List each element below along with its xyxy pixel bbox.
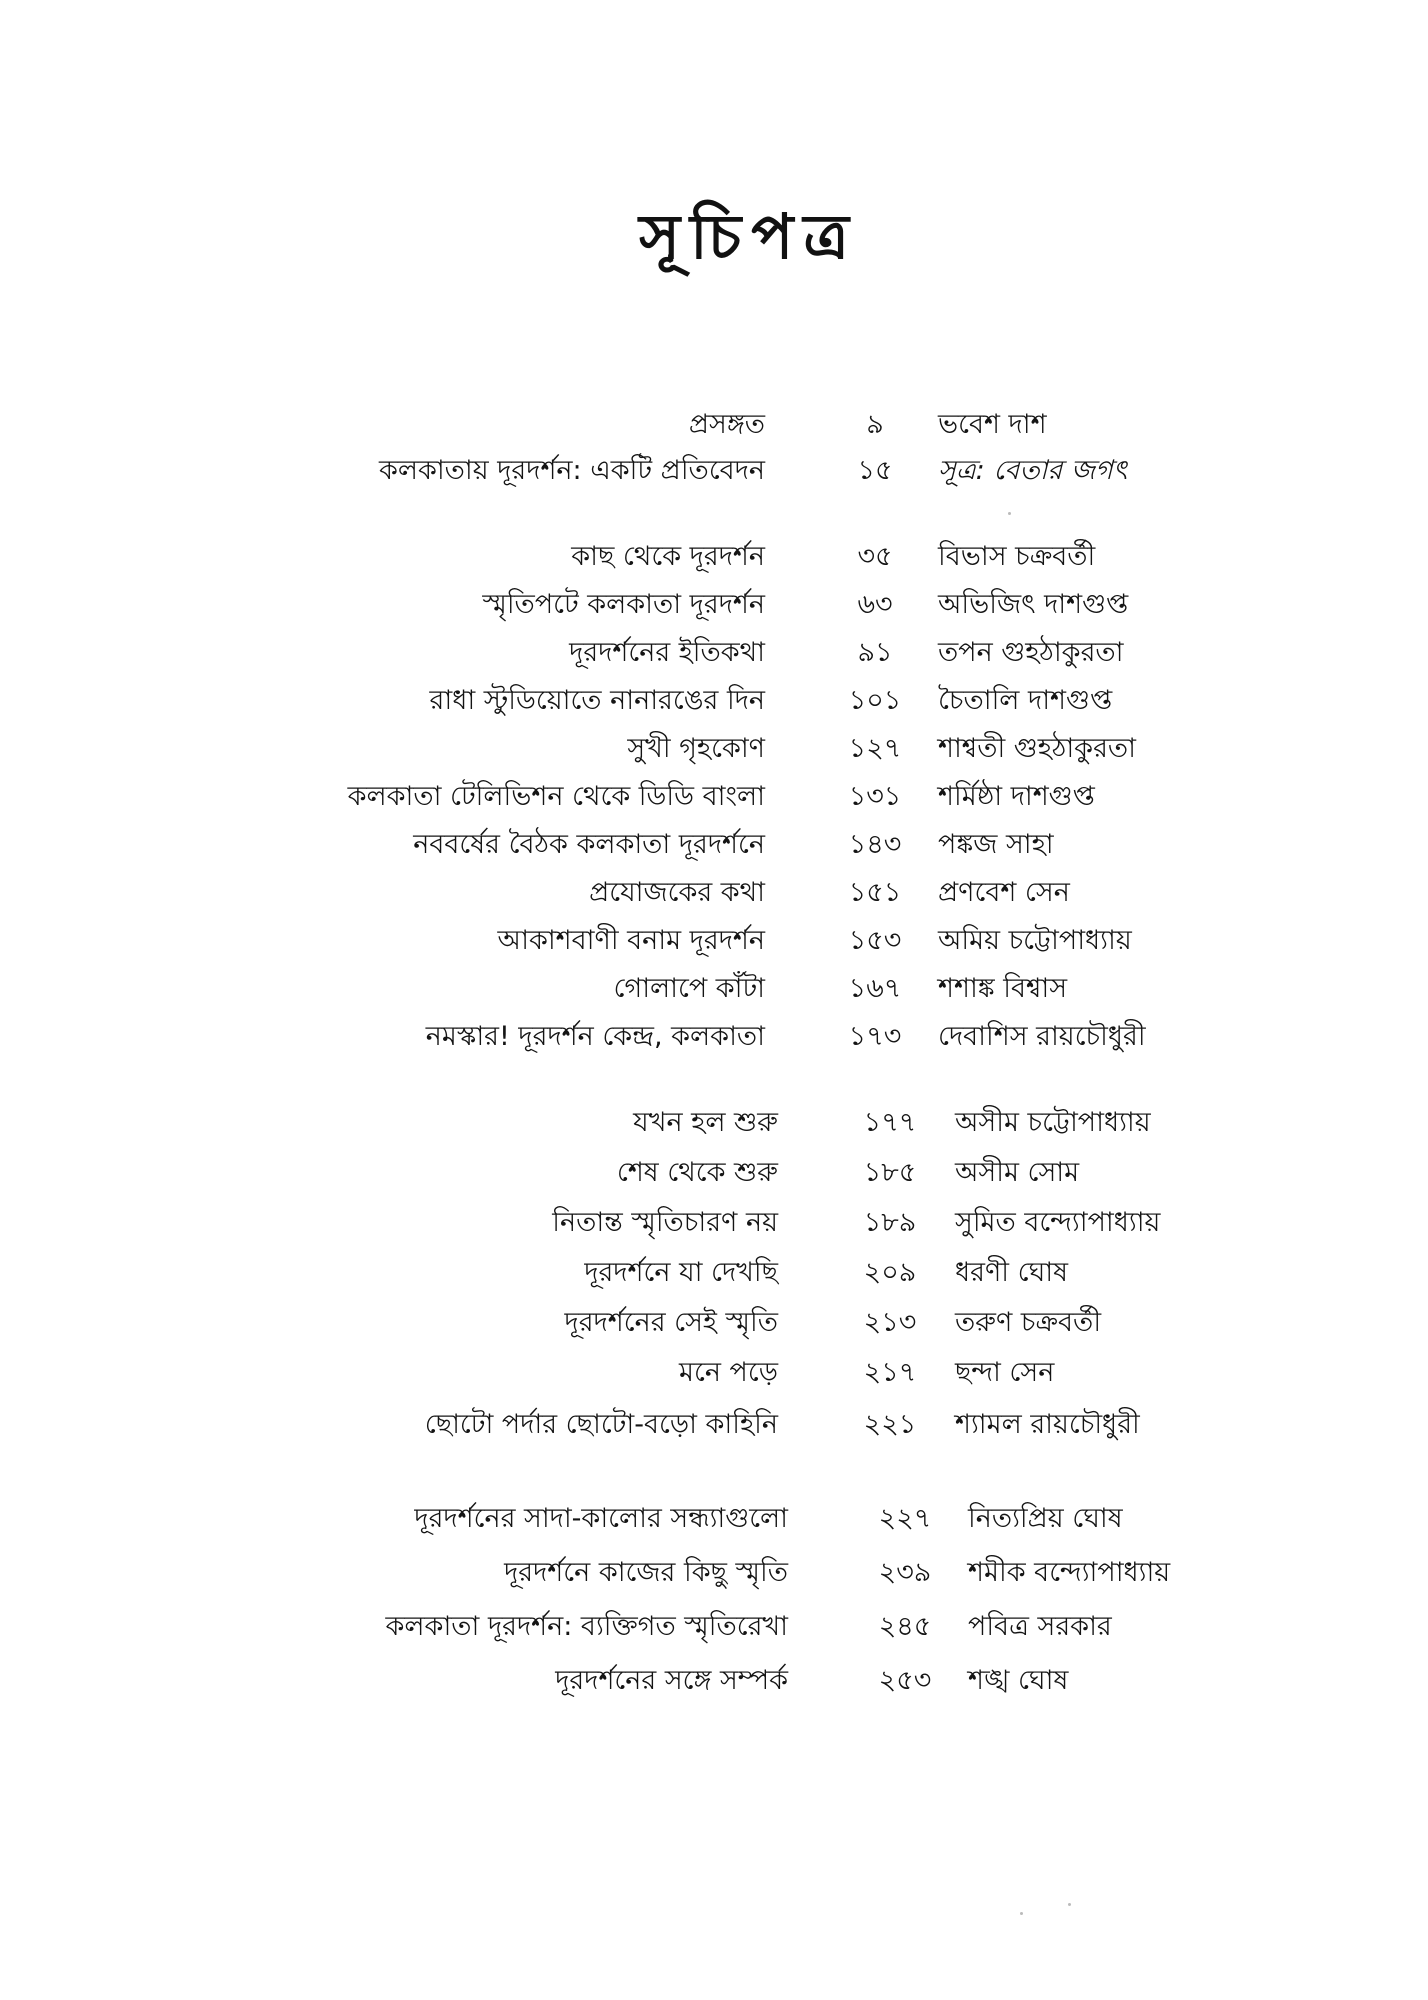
entry-author: তপন গুহঠাকুরতা [938, 637, 1124, 668]
entry-title: দূরদর্শনের সাদা-কালোর সন্ধ্যাগুলো [414, 1503, 788, 1534]
entry-title: স্মৃতিপটে কলকাতা দূরদর্শন [482, 589, 765, 620]
entry-page-number: ১৮৯ [863, 1207, 917, 1238]
entry-title: দূরদর্শনের সঙ্গে সম্পর্ক [555, 1665, 788, 1696]
entry-author: প্রণবেশ সেন [938, 877, 1070, 908]
entry-page-number: ২৪৫ [878, 1611, 932, 1642]
entry-title: ছোটো পর্দার ছোটো-বড়ো কাহিনি [424, 1409, 778, 1440]
entry-author: ভবেশ দাশ [938, 409, 1047, 440]
entry-source: সূত্র: বেতার জগৎ [938, 455, 1128, 486]
entry-author: চৈতালি দাশগুপ্ত [938, 685, 1113, 716]
entry-title: কলকাতা টেলিভিশন থেকে ডিডি বাংলা [347, 781, 765, 812]
scan-speck [1020, 1912, 1023, 1915]
entry-page-number: ১৭৭ [863, 1107, 917, 1138]
entry-page-number: ১০১ [848, 685, 902, 716]
toc-entry [0, 630, 1428, 676]
toc-entry [0, 1250, 1428, 1296]
entry-author: শঙ্খ ঘোষ [968, 1665, 1069, 1696]
toc-entry [0, 1200, 1428, 1246]
entry-author: পঙ্কজ সাহা [938, 829, 1054, 860]
entry-page-number: ১৭৩ [848, 1021, 902, 1052]
entry-page-number: ২০৯ [863, 1257, 917, 1288]
toc-entry [0, 1658, 1428, 1704]
entry-title: দূরদর্শনের সেই স্মৃতি [564, 1307, 778, 1338]
toc-entry [0, 822, 1428, 868]
entry-page-number: ৯১ [857, 637, 893, 668]
entry-title: যখন হল শুরু [633, 1107, 778, 1138]
entry-title: দূরদর্শনের ইতিকথা [569, 637, 765, 668]
entry-author: বিভাস চক্রবর্তী [938, 541, 1096, 572]
toc-entry [0, 918, 1428, 964]
entry-author: শাশ্বতী গুহঠাকুরতা [938, 733, 1137, 764]
entry-title: প্রসঙ্গত [688, 409, 765, 440]
entry-title: শেষ থেকে শুরু [616, 1157, 778, 1188]
entry-author: অমিয় চট্টোপাধ্যায় [938, 925, 1132, 956]
entry-page-number: ১২৭ [848, 733, 902, 764]
entry-title: কলকাতা দূরদর্শন: ব্যক্তিগত স্মৃতিরেখা [385, 1611, 788, 1642]
entry-title: সুখী গৃহকোণ [627, 733, 765, 764]
entry-author: নিত্যপ্রিয় ঘোষ [968, 1503, 1123, 1534]
toc-entry [0, 534, 1428, 580]
toc-entry [0, 1100, 1428, 1146]
entry-author: সুমিত বন্দ্যোপাধ্যায় [955, 1207, 1161, 1238]
entry-author: পবিত্র সরকার [968, 1611, 1112, 1642]
entry-page-number: ২১৩ [863, 1307, 917, 1338]
toc-entry [0, 1350, 1428, 1396]
entry-page-number: ৩৫ [857, 541, 893, 572]
entry-title: কাছ থেকে দূরদর্শন [571, 541, 765, 572]
toc-entry [0, 1150, 1428, 1196]
scan-speck [1068, 1903, 1071, 1906]
toc-entry [0, 678, 1428, 724]
toc-entry [0, 1604, 1428, 1650]
entry-title: নববর্ষের বৈঠক কলকাতা দূরদর্শনে [413, 829, 765, 860]
entry-author: ধরণী ঘোষ [955, 1257, 1068, 1288]
entry-title: নিতান্ত স্মৃতিচারণ নয় [552, 1207, 778, 1238]
entry-title: কলকাতায় দূরদর্শন: একটি প্রতিবেদন [378, 455, 765, 486]
entry-title: প্রযোজকের কথা [589, 877, 765, 908]
entry-page-number: ১৪৩ [848, 829, 902, 860]
entry-page-number: ১৫১ [848, 877, 902, 908]
entry-author: অসীম সোম [955, 1157, 1080, 1188]
toc-entry [0, 870, 1428, 916]
toc-entry [0, 402, 1428, 448]
toc-entry [0, 726, 1428, 772]
entry-title: দূরদর্শনে কাজের কিছু স্মৃতি [504, 1557, 788, 1588]
entry-page-number: ২৩৯ [878, 1557, 932, 1588]
entry-page-number: ২১৭ [863, 1357, 917, 1388]
entry-author: শ্যামল রায়চৌধুরী [955, 1409, 1140, 1440]
entry-author: শমীক বন্দ্যোপাধ্যায় [968, 1557, 1171, 1588]
entry-author: অভিজিৎ দাশগুপ্ত [938, 589, 1129, 620]
toc-entry [0, 1496, 1428, 1542]
entry-page-number: ৯ [866, 409, 884, 440]
entry-title: আকাশবাণী বনাম দূরদর্শন [497, 925, 765, 956]
entry-page-number: ১৮৫ [863, 1157, 917, 1188]
entry-page-number: ১৫৩ [848, 925, 902, 956]
scan-speck [1008, 512, 1011, 515]
entry-page-number: ২৫৩ [878, 1665, 932, 1696]
entry-author: শশাঙ্ক বিশ্বাস [938, 973, 1068, 1004]
entry-page-number: ১৬৭ [848, 973, 902, 1004]
entry-page-number: ১৩১ [848, 781, 902, 812]
page-title: সূচিপত্র [639, 200, 859, 273]
entry-page-number: ২২৭ [878, 1503, 932, 1534]
toc-entry [0, 1014, 1428, 1060]
entry-title: গোলাপে কাঁটা [613, 973, 765, 1004]
entry-title: মনে পড়ে [679, 1357, 778, 1388]
entry-author: তরুণ চক্রবর্তী [955, 1307, 1102, 1338]
toc-entry [0, 966, 1428, 1012]
entry-author: শর্মিষ্ঠা দাশগুপ্ত [938, 781, 1095, 812]
toc-entry [0, 774, 1428, 820]
toc-entry [0, 1402, 1428, 1448]
entry-author: দেবাশিস রায়চৌধুরী [938, 1021, 1146, 1052]
toc-entry [0, 1550, 1428, 1596]
toc-entry [0, 582, 1428, 628]
entry-page-number: ১৫ [857, 455, 893, 486]
entry-page-number: ২২১ [863, 1409, 917, 1440]
toc-entry [0, 448, 1428, 494]
entry-title: দূরদর্শনে যা দেখছি [584, 1257, 778, 1288]
entry-author: ছন্দা সেন [955, 1357, 1055, 1388]
entry-author: অসীম চট্টোপাধ্যায় [955, 1107, 1151, 1138]
entry-page-number: ৬৩ [857, 589, 893, 620]
entry-title: রাধা স্টুডিয়োতে নানারঙের দিন [429, 685, 765, 716]
entry-title: নমস্কার! দূরদর্শন কেন্দ্র, কলকাতা [425, 1021, 765, 1052]
toc-entry [0, 1300, 1428, 1346]
